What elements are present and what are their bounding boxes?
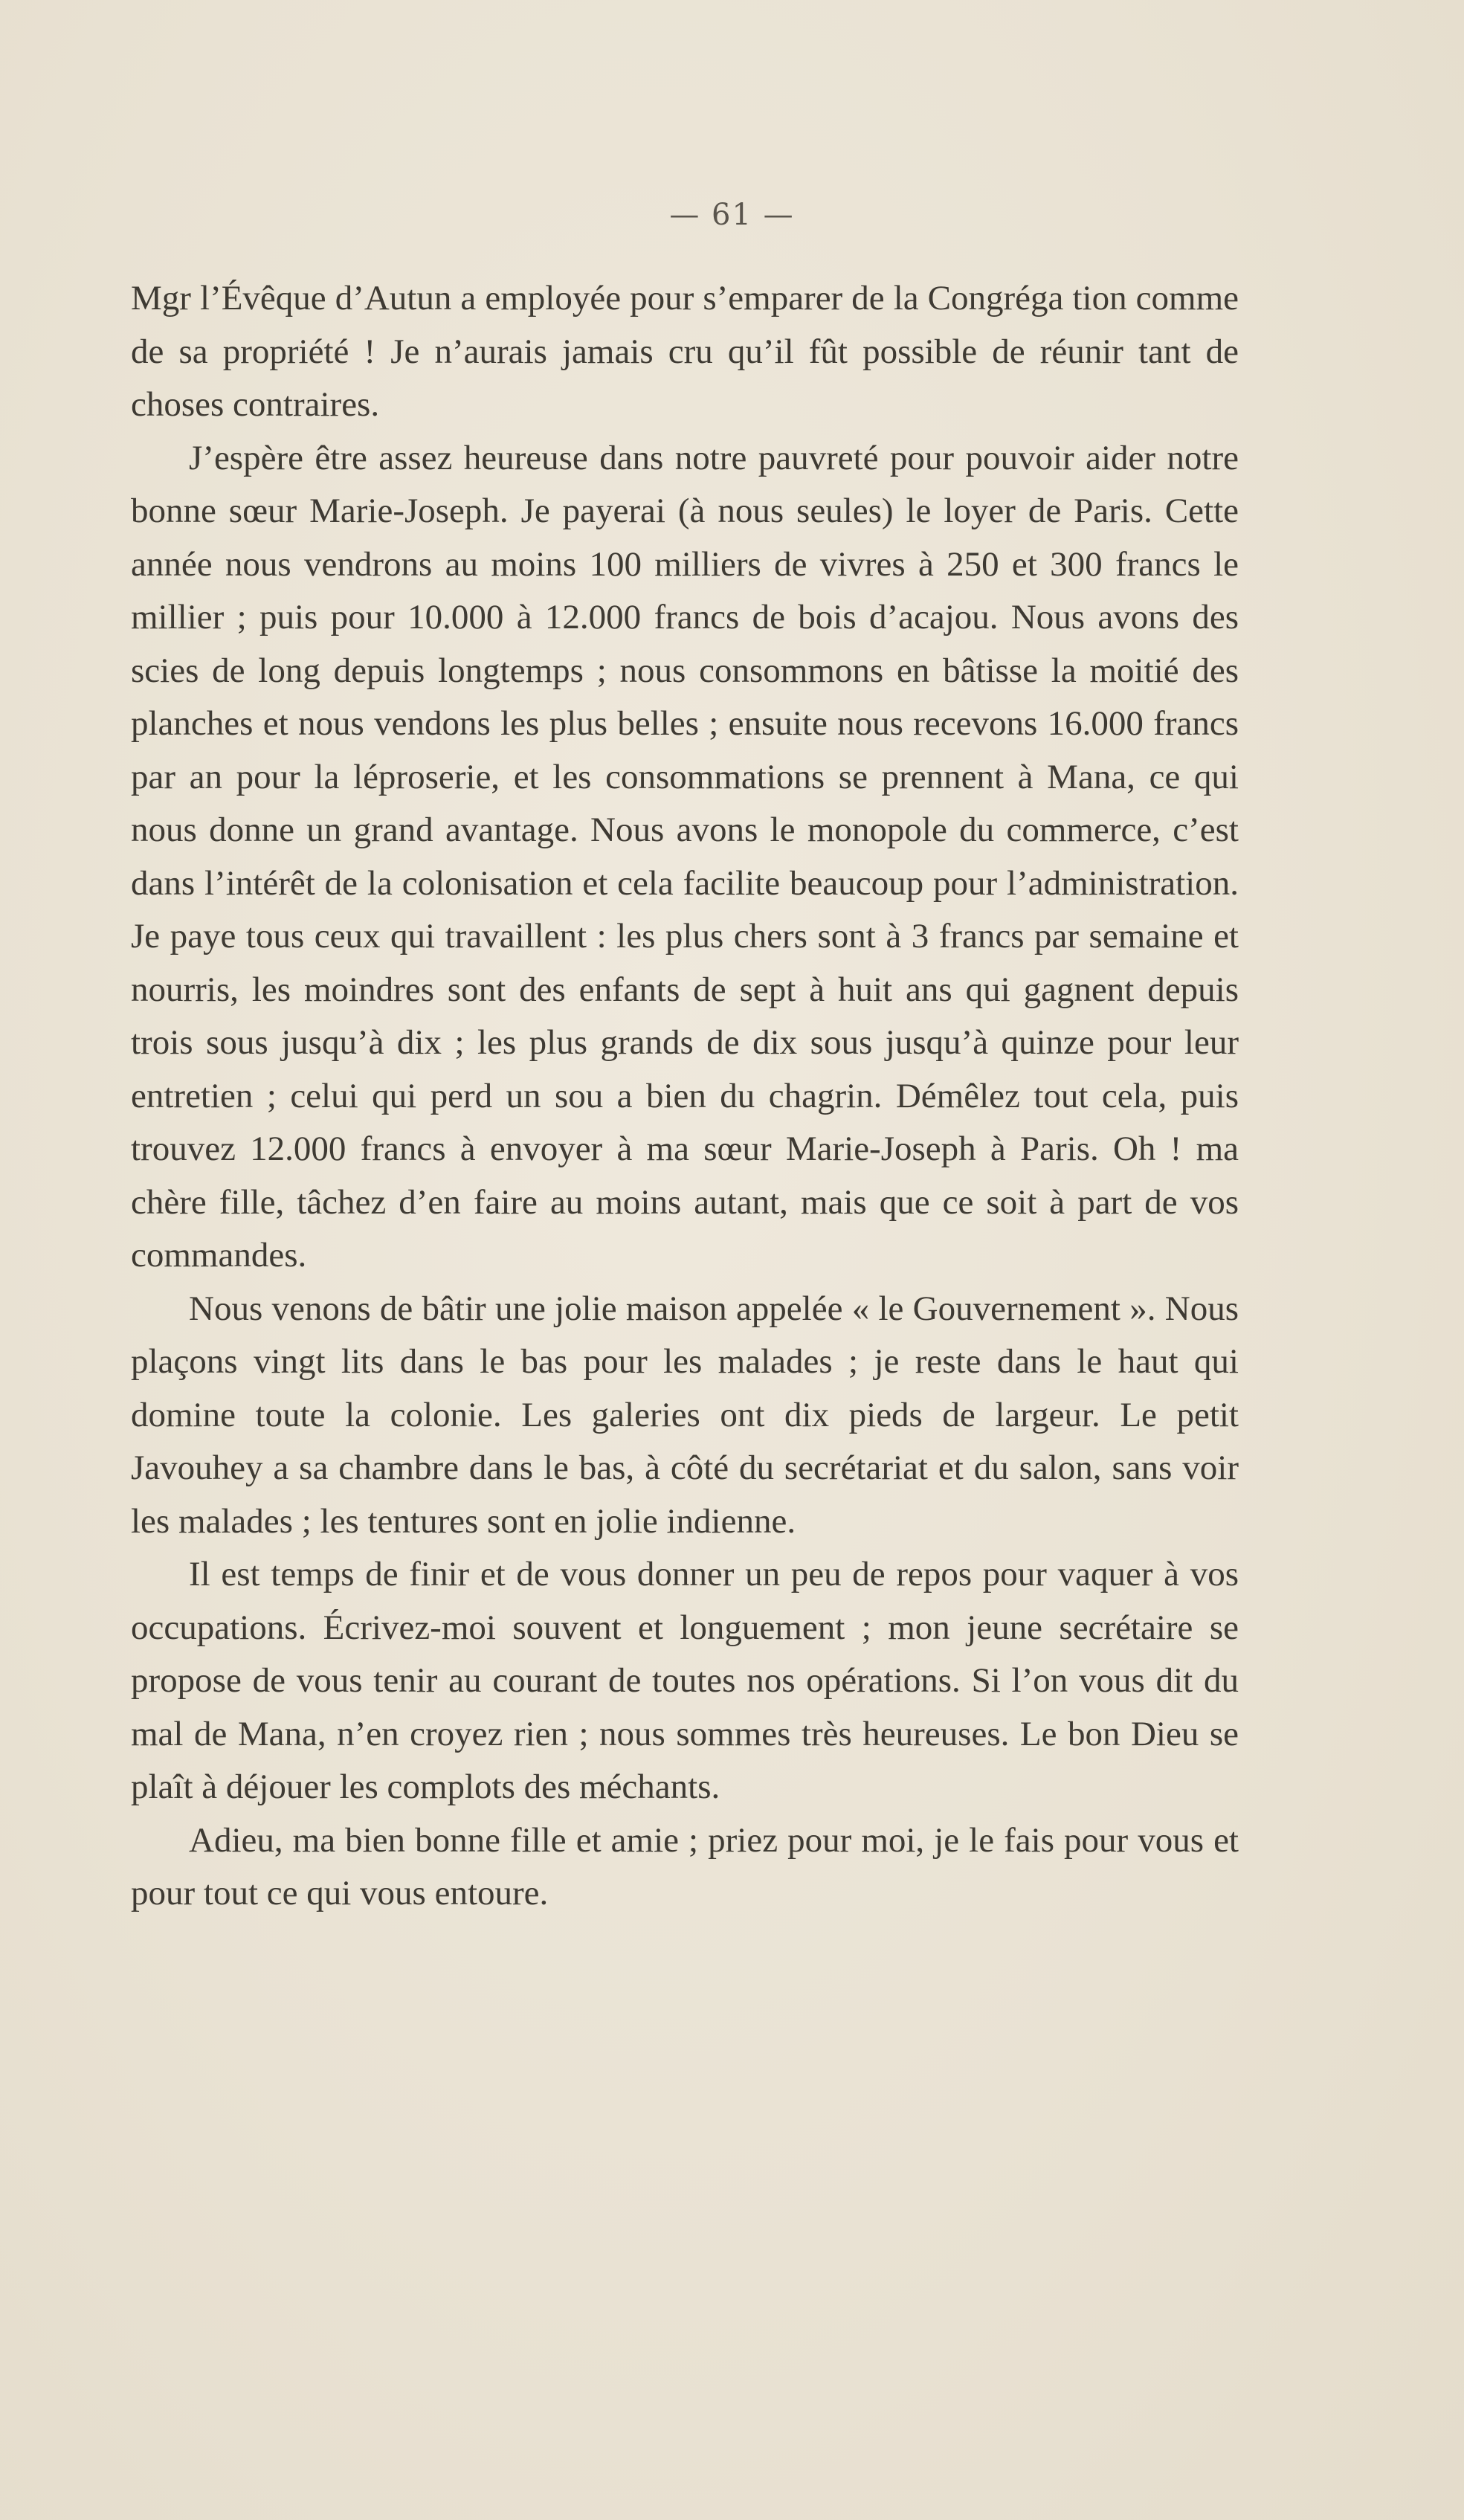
- paragraph-1: Mgr l’Évêque d’Autun a employée pour s’emparer de la Congréga tion comme de sa propriété ! Je n’aurais jamais cru qu’il fût possible de réunir tant de choses contraires.: [131, 279, 1239, 424]
- paragraph-4: Il est temps de finir et de vous donner un peu de repos pour vaquer à vos occupations. Écrivez-moi souvent et longuement ; mon jeune secrétaire se propose de vous tenir au courant de toutes nos opérations. Si l’on vous dit du mal de Mana, n’en croyez rien ; nous sommes très heureuses. Le bon Dieu se plaît à déjouer les complots des méchants.: [131, 1555, 1239, 1806]
- paragraph-3: Nous venons de bâtir une jolie maison appelée « le Gouvernement ». Nous plaçons vingt lits dans le bas pour les malades ; je reste dans le haut qui domine toute la colonie. Les galeries ont dix pieds de largeur. Le petit Javouhey a sa chambre dans le bas, à côté du secrétariat et du salon, sans voir les malades ; les tentures sont en jolie indienne.: [131, 1289, 1239, 1541]
- paragraph-5: Adieu, ma bien bonne fille et amie ; priez pour moi, je le fais pour vous et pour tout ce qui vous entoure.: [131, 1820, 1239, 1912]
- page-number: — 61 —: [669, 198, 795, 232]
- paragraph-2: J’espère être assez heureuse dans notre pauvreté pour pouvoir aider notre bonne sœur Marie-Joseph. Je payerai (à nous seules) le loyer de Paris. Cette année nous vendrons au moins 100 milliers de vivres à 250 et 300 francs le millier ; puis pour 10.000 à 12.000 francs de bois d’acajou. Nous avons des scies de long depuis longtemps ; nous consommons en bâtisse la moitié des planches et nous vendons les plus belles ; ensuite nous recevons 16.000 francs par an pour la léproserie, et les consommations se prennent à Mana, ce qui nous donne un grand avantage. Nous avons le monopole du commerce, c’est dans l’intérêt de la colonisation et cela facilite beaucoup pour l’administration. Je paye tous ceux qui travaillent : les plus chers sont à 3 francs par semaine et nourris, les moindres sont des enfants de sept à huit ans qui gagnent depuis trois sous jusqu’à dix ; les plus grands de dix sous jusqu’à quinze pour leur entretien ; celui qui perd un sou a bien du chagrin. Démêlez tout cela, puis trouvez 12.000 francs à envoyer à ma sœur Marie-Joseph à Paris. Oh ! ma chère fille, tâchez d’en faire au moins autant, mais que ce soit à part de vos commandes.: [131, 438, 1239, 1274]
- body-text: [131, 272, 1239, 1921]
